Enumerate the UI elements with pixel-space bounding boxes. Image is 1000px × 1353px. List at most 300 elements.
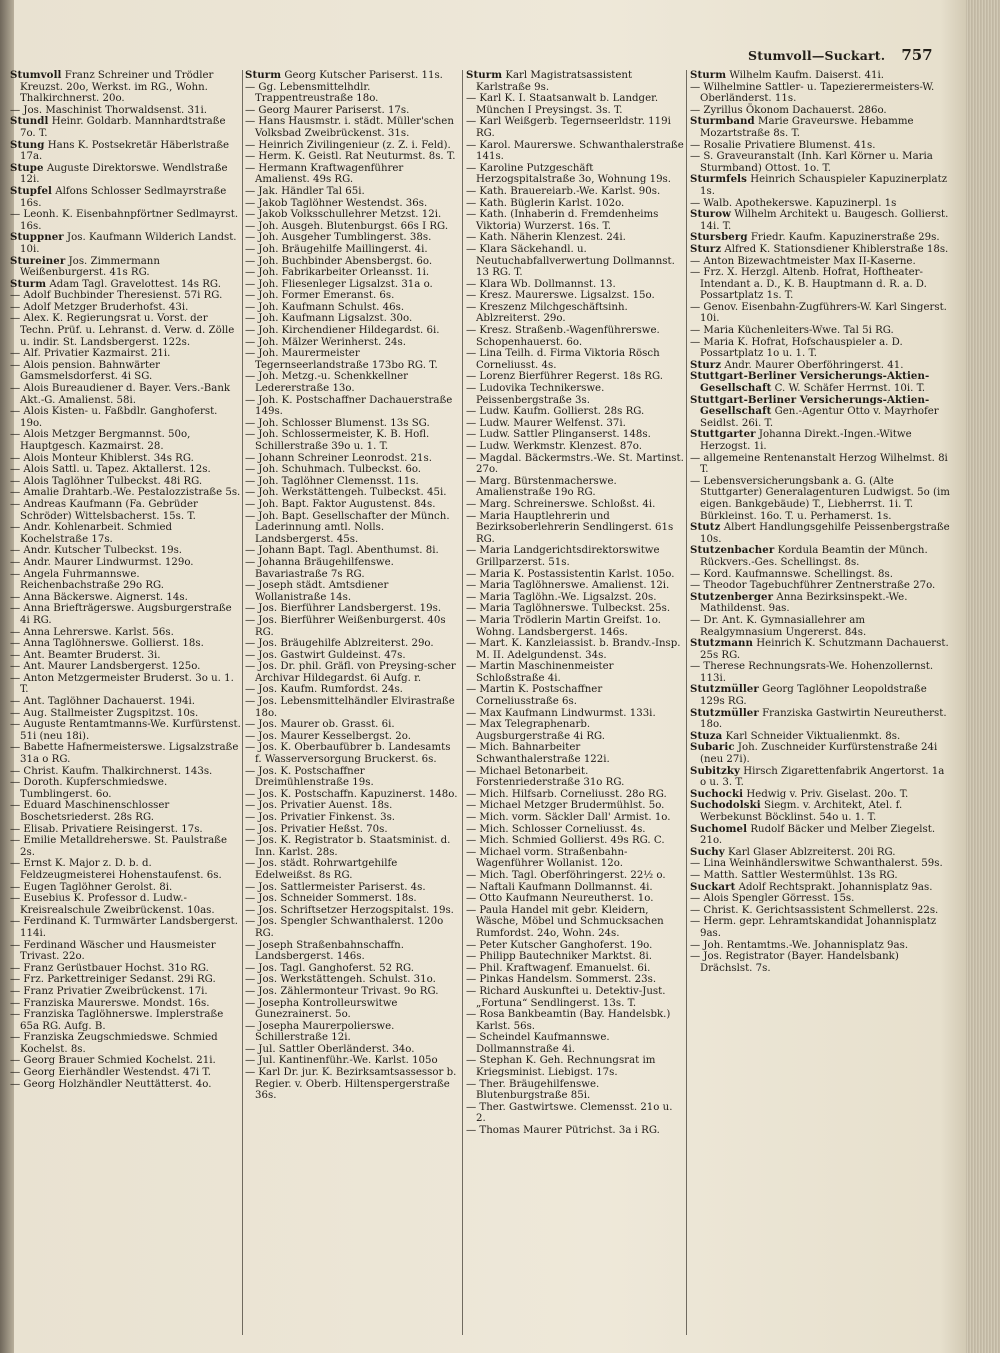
directory-entry: [466, 1032, 684, 1055]
entry-text: — Amalie Drahtarb.-We. Pestalozzistraße 5s.: [10, 487, 241, 499]
entry-text: — Anton Metzgermeister Bruderst. 3o u. 1. T.: [10, 672, 234, 696]
directory-entry: [10, 140, 242, 163]
directory-entry: [466, 429, 684, 441]
entry-text: Jos. Kaufmann Wilderich Landst. 10i.: [20, 232, 237, 255]
entry-text: — Joh. Rentamtms.-We. Johannisplatz 9as.: [690, 939, 909, 951]
entry-text: — Otto Kaufmann Neureutherst. 1o.: [466, 893, 654, 905]
entry-text: — Joh. Metzg.-u. Schenkkellner Ledererstraße 13o.: [245, 371, 409, 395]
directory-entry: [245, 719, 460, 731]
directory-entry: [690, 395, 950, 430]
entry-surname: Stutzmüller: [690, 683, 759, 696]
directory-entry: [466, 638, 684, 661]
entry-text: — Christ. K. Gerichtsassistent Schmellerst. 22s.: [690, 904, 939, 916]
directory-entry: [10, 916, 242, 939]
entry-text: — Herm. gepr. Lehramtskandidat Johannisplatz 9as.: [690, 916, 937, 939]
directory-entry: [466, 140, 684, 163]
directory-entry: [10, 487, 242, 499]
entry-text: — Jakob Volksschullehrer Metzst. 12i.: [245, 209, 442, 221]
entry-text: — Scheindel Kaufmannswe. Dollmannstraße 4i.: [466, 1032, 610, 1055]
entry-text: — Jos. Privatier Heßst. 70s.: [245, 823, 388, 835]
directory-entry: [690, 638, 950, 661]
entry-text: — Jak. Händler Tal 65i.: [245, 185, 365, 197]
entry-text: — Alois Bureaudiener d. Bayer. Vers.-Bank Akt.-G. Amalienst. 58i.: [10, 383, 231, 406]
directory-entry: [10, 638, 242, 650]
entry-text: — Alois Monteur Khiblerst. 34s RG.: [10, 452, 194, 464]
directory-entry: [10, 186, 242, 209]
directory-entry: [690, 615, 950, 638]
entry-text: Auguste Direktorswe. Wendlstraße 12i.: [20, 162, 228, 186]
entry-text: — Kresz. Straßenb.-Wagenführerswe. Schopenhauerst. 6o.: [466, 325, 660, 348]
directory-entry: [10, 453, 242, 465]
entry-text: — Joseph städt. Amtsdiener Wollanistraße 14s.: [245, 580, 389, 603]
entry-text: — Maria K. Postassistentin Karlst. 105o.: [466, 568, 675, 580]
entry-text: — Rosa Bankbeamtin (Bay. Handelsbk.) Karlst. 56s.: [466, 1009, 671, 1032]
directory-entry: [466, 603, 684, 615]
entry-text: — Joh. Fliesenleger Ligsalzst. 31a o.: [245, 278, 433, 290]
directory-entry: [10, 708, 242, 720]
directory-entry: [690, 569, 950, 581]
directory-entry: [10, 545, 242, 557]
entry-surname: Stutzmüller: [690, 706, 759, 719]
directory-entry: [466, 893, 684, 905]
entry-text: — Frz. Parkettreiniger Sedanst. 29i RG.: [10, 974, 216, 986]
entry-text: — Anna Briefträgerswe. Augsburgerstraße 4i RG.: [10, 603, 232, 626]
directory-entry: [466, 441, 684, 453]
directory-entry: [245, 499, 460, 511]
entry-text: Karl Magistratsassistent Karlstraße 9s.: [476, 70, 633, 93]
entry-surname: Stuza: [690, 729, 723, 742]
directory-entry: [245, 940, 460, 963]
directory-entry: [245, 487, 460, 499]
entry-surname: Stundl: [10, 115, 49, 128]
entry-text: — Joh. Former Emeranst. 6s.: [245, 290, 395, 302]
entry-text: — Franz Gerüstbauer Hochst. 31o RG.: [10, 962, 209, 974]
entry-text: — Jos. Sattlermeister Pariserst. 4s.: [245, 881, 426, 893]
directory-entry: [466, 812, 684, 824]
directory-entry: [690, 858, 950, 870]
entry-text: — Adolf Buchbinder Theresienst. 57i RG.: [10, 290, 223, 302]
entry-text: — Kath. Büglerin Karlst. 102o.: [466, 197, 625, 209]
entry-text: — Jos. K. Postschaffn. Kapuzinerst. 148o.: [245, 788, 458, 800]
entry-text: — Michael Betonarbeit. Forstenriederstraße 31o RG.: [466, 765, 625, 789]
entry-text: — Franziska Taglöhnerswe. Implerstraße 65a RG. Aufg. B.: [10, 1009, 224, 1032]
entry-text: C. W. Schäfer Herrnst. 10i. T.: [771, 383, 926, 395]
directory-entry: [245, 882, 460, 894]
running-head-title: Stumvoll—Suckart.: [748, 48, 886, 63]
entry-text: — Alois Spengler Görresst. 15s.: [690, 893, 855, 905]
entry-text: — Ferdinand K. Turmwärter Landsbergerst. 114i.: [10, 916, 238, 939]
entry-text: — Genov. Eisenbahn-Zugführers-W. Karl Singerst. 10i.: [690, 301, 947, 325]
directory-entry: [245, 302, 460, 314]
directory-entry: [690, 800, 950, 823]
entry-text: — Jos. Schneider Sommerst. 18s.: [245, 893, 417, 905]
entry-text: — Maria Küchenleiters-Wwe. Tal 5i RG.: [690, 325, 894, 337]
entry-surname: Stupfel: [10, 184, 53, 197]
entry-surname: Subaric: [690, 741, 735, 754]
entry-text: — Joh. Bräugehilfe Maillingerst. 4i.: [245, 243, 428, 255]
directory-entry: [466, 661, 684, 684]
directory-entry: [690, 905, 950, 917]
entry-surname: Suchodolski: [690, 799, 761, 812]
entry-text: Wilhelm Architekt u. Baugesch. Gollierst. 14i. T.: [700, 209, 949, 232]
entry-surname: Stureiner: [10, 254, 66, 267]
entry-text: — Elisab. Privatiere Reisingerst. 17s.: [10, 823, 203, 835]
entry-surname: Sturm: [10, 277, 47, 290]
entry-surname: Stutzenberger: [690, 590, 774, 603]
entry-text: — Joh. Bapt. Faktor Augustenst. 84s.: [245, 498, 436, 510]
directory-entry: [10, 116, 242, 139]
directory-entry: [245, 557, 460, 580]
entry-text: Rudolf Bäcker und Melber Ziegelst. 21o.: [700, 823, 936, 847]
directory-entry: [245, 476, 460, 488]
entry-text: — Joh. Schlossermeister, K. B. Hofl. Schillerstraße 39o u. 1. T.: [245, 429, 430, 452]
entry-text: — Jos. Registrator (Bayer. Handelsbank) Drächslst. 7s.: [690, 951, 899, 974]
entry-text: — Jos. K. Registrator b. Staatsminist. d. Inn. Karlst. 28s.: [245, 835, 451, 858]
directory-entry: [10, 835, 242, 858]
entry-text: — Johann Schreiner Leonrodst. 21s.: [245, 452, 432, 464]
directory-entry: [245, 858, 460, 881]
directory-entry: [10, 986, 242, 998]
directory-entry: [690, 453, 950, 476]
entry-surname: Stuttgart-Berliner Versicherungs-Aktien-Gesellschaft: [690, 370, 930, 395]
directory-entry: [690, 522, 950, 545]
directory-entry: [245, 731, 460, 743]
entry-text: — Therese Rechnungsrats-We. Hohenzollernst. 113i.: [690, 661, 934, 684]
entry-text: — Mich. vorm. Säckler Dall' Armist. 1o.: [466, 812, 671, 823]
entry-text: — Paula Handel mit gebr. Kleidern, Wäsche, Möbel und Schmucksachen Rumfordst. 24o, Wohn. 24s.: [466, 904, 664, 939]
directory-column-3: [466, 70, 684, 1340]
directory-entry: [245, 198, 460, 210]
entry-text: — Alois Sattl. u. Tapez. Aktallerst. 12s.: [10, 464, 211, 476]
directory-entry: [245, 290, 460, 302]
directory-entry: [466, 545, 684, 568]
directory-entry: [245, 325, 460, 337]
directory-entry: [245, 835, 460, 858]
directory-entry: [10, 256, 242, 279]
directory-entry: [466, 684, 684, 707]
directory-entry: [466, 592, 684, 604]
entry-text: — Maria Landgerichtsdirektorswitwe Grillparzerst. 51s.: [466, 545, 660, 568]
directory-entry: [245, 916, 460, 939]
entry-surname: Stutzenbacher: [690, 544, 775, 557]
running-head: [748, 46, 933, 68]
entry-text: — Eusebius K. Professor d. Ludw.-Kreisrealschule Zweibrückenst. 10as.: [10, 893, 215, 916]
entry-text: — Kreszenz Milchgeschäftsinh. Ablzreiterst. 29o.: [466, 301, 628, 325]
entry-text: — Ludovika Technikerswe. Peissenbergstraße 3s.: [466, 383, 605, 406]
entry-text: — Josepha Kontrolleurswitwe Gunezrainerst. 5o.: [245, 997, 398, 1021]
directory-entry: [466, 1055, 684, 1078]
directory-entry: [690, 244, 950, 256]
entry-surname: Sturm: [690, 70, 727, 81]
directory-entry: [690, 824, 950, 847]
directory-entry: [245, 603, 460, 615]
directory-entry: [245, 371, 460, 394]
entry-text: — Lina Weinhändlerswitwe Schwanthalerst. 59s.: [690, 858, 943, 870]
entry-text: — Kath. Brauereiarb.-We. Karlst. 90s.: [466, 185, 661, 197]
entry-surname: Sturz: [690, 358, 722, 371]
entry-text: — Mart. K. Kanzleiassist. b. Brandv.-Insp. M. II. Adelgundenst. 34s.: [466, 638, 681, 661]
entry-text: — Josepha Maurerpolierswe. Schillerstraße 12i.: [245, 1020, 395, 1044]
directory-entry: [245, 337, 460, 349]
entry-text: — Kath. Näherin Klenzest. 24i.: [466, 232, 626, 244]
entry-text: — Max Kaufmann Lindwurmst. 133i.: [466, 707, 656, 719]
entry-text: — Karoline Putzgeschäft Herzogspitalstraße 3o, Wohnung 19s.: [466, 162, 672, 186]
entry-text: — Alf. Privatier Kazmairst. 21i.: [10, 348, 171, 360]
directory-entry: [245, 1067, 460, 1102]
entry-text: — Jos. Lebensmittelhändler Elvirastraße 18o.: [245, 696, 455, 719]
entry-text: — Anna Lehrerswe. Karlst. 56s.: [10, 626, 174, 638]
directory-entry: [466, 93, 684, 116]
entry-text: — Georg Brauer Schmied Kochelst. 21i.: [10, 1055, 216, 1067]
entry-text: — Philipp Bautechniker Marktst. 8i.: [466, 951, 652, 963]
directory-entry: [245, 348, 460, 371]
directory-entry: [245, 82, 460, 105]
entry-text: — Magdal. Bäckermstrs.-We. St. Martinst. 27o.: [466, 452, 684, 476]
entry-text: — Christ. Kaufm. Thalkirchnerst. 143s.: [10, 765, 213, 777]
entry-text: — Ernst K. Major z. D. b. d. Feldzeugmeisterei Hohenstaufenst. 6s.: [10, 858, 222, 881]
directory-entry: [10, 313, 242, 348]
directory-entry: [466, 569, 684, 581]
directory-entry: [10, 998, 242, 1010]
directory-entry: [10, 777, 242, 800]
entry-text: — Mich. Hilfsarb. Corneliusst. 28o RG.: [466, 788, 667, 800]
directory-entry: [466, 232, 684, 244]
entry-text: — Wilhelmine Sattler- u. Tapezierermeisters-W. Oberländerst. 11s.: [690, 81, 935, 105]
directory-entry: [466, 116, 684, 139]
directory-entry: [466, 325, 684, 348]
directory-entry: [245, 105, 460, 117]
directory-entry: [245, 905, 460, 917]
entry-text: Siegm. v. Architekt, Atel. f. Werbekunst Böcklinst. 54o u. 1. T.: [700, 800, 903, 823]
directory-entry: [245, 661, 460, 684]
entry-text: — Maria Taglöhnerswe. Tulbeckst. 25s.: [466, 603, 671, 615]
entry-text: — Ant. Maurer Landsbergerst. 125o.: [10, 661, 201, 673]
directory-entry: [245, 116, 460, 139]
entry-text: — Georg Eierhändler Westendst. 47i T.: [10, 1067, 211, 1079]
entry-text: — Joh. Fabrikarbeiter Orleansst. 1i.: [245, 267, 430, 279]
entry-text: — Kresz. Maurerswe. Ligsalzst. 15o.: [466, 290, 655, 302]
directory-entry: [10, 70, 242, 105]
entry-text: — Frz. X. Herzgl. Altenb. Hofrat, Hoftheater-Intendant a. D., K. B. Hauptmann d. R. a. D. Possartplatz 1s. T.: [690, 267, 927, 302]
directory-entry: [10, 569, 242, 592]
directory-entry: [10, 209, 242, 232]
entry-text: — Franziska Maurerswe. Mondst. 16s.: [10, 997, 210, 1009]
entry-text: — Maria Hauptlehrerin und Bezirksoberlehrerin Sendlingerst. 61s RG.: [466, 510, 674, 545]
directory-entry: [466, 870, 684, 882]
entry-text: — Klara Wb. Dollmannst. 13.: [466, 278, 616, 290]
directory-entry: [690, 267, 950, 302]
directory-entry: [245, 256, 460, 268]
directory-entry: [245, 232, 460, 244]
directory-entry: [690, 893, 950, 905]
entry-surname: Sturmfels: [690, 173, 747, 186]
directory-entry: [10, 940, 242, 963]
directory-entry: [466, 499, 684, 511]
directory-entry: [10, 429, 242, 452]
entry-text: Karl Schneider Viktualienmkt. 8s.: [722, 730, 901, 742]
directory-entry: [245, 766, 460, 789]
directory-entry: [10, 893, 242, 916]
entry-text: — Joseph Straßenbahnschaffn. Landsbergerst. 146s.: [245, 939, 404, 963]
directory-column-4: [690, 70, 950, 1340]
entry-text: — Jos. K. Postschaffner Dreimühlenstraße 19s.: [245, 765, 374, 789]
directory-entry: [245, 140, 460, 152]
directory-entry: [245, 511, 460, 546]
directory-entry: [466, 290, 684, 302]
entry-text: — Gg. Lebensmittelhdlr. Trappentreustraße 18o.: [245, 81, 379, 105]
entry-text: — Heinrich Zivilingenieur (z. Z. i. Feld).: [245, 139, 451, 151]
page-edges: [966, 0, 1000, 1353]
directory-entry: [10, 1055, 242, 1067]
directory-entry: [690, 429, 950, 452]
entry-surname: Stuttgart-Berliner Versicherungs-Aktien-Gesellschaft: [690, 393, 930, 418]
entry-text: Wilhelm Kaufm. Daiserst. 41i.: [726, 70, 884, 81]
entry-text: — Martin Maschinenmeister Schloßstraße 4i.: [466, 661, 614, 684]
directory-entry: [466, 835, 684, 847]
directory-entry: [245, 974, 460, 986]
directory-entry: [466, 940, 684, 952]
entry-text: — Jos. Gastwirt Guldeinst. 47s.: [245, 649, 406, 661]
directory-entry: [466, 719, 684, 742]
directory-entry: [690, 209, 950, 232]
directory-entry: [10, 163, 242, 186]
entry-text: — Andr. Kohlenarbeit. Schmied Kochelstraße 17s.: [10, 522, 173, 545]
entry-text: — Jos. K. Oberbaufübrer b. Landesamts f. Wasserversorgung Bruckerst. 6s.: [245, 742, 451, 766]
directory-entry: [690, 661, 950, 684]
entry-text: — Andreas Kaufmann (Fa. Gebrüder Schröder) Wittelsbacherst. 15s. T.: [10, 498, 198, 522]
directory-entry: [466, 476, 684, 499]
entry-text: Karl Glaser Ablzreiterst. 20i RG.: [724, 846, 896, 858]
entry-text: — Joh. Ausgeh. Blutenburgst. 66s I RG.: [245, 220, 449, 232]
directory-entry: [245, 963, 460, 975]
entry-text: Kordula Beamtin der Münch. Rückvers.-Ges. Schellingst. 8s.: [700, 545, 928, 568]
entry-text: — Anna Bäckerswe. Aignerst. 14s.: [10, 591, 188, 603]
entry-text: — Karl K. I. Staatsanwalt b. Landger. München I Preysingst. 3s. T.: [466, 93, 659, 116]
directory-entry: [245, 244, 460, 256]
entry-text: — Michael Metzger Brudermühlst. 5o.: [466, 800, 665, 812]
directory-entry: [466, 708, 684, 720]
directory-entry: [245, 789, 460, 801]
directory-entry: [245, 998, 460, 1021]
directory-entry: [690, 592, 950, 615]
directory-entry: [466, 453, 684, 476]
directory-entry: [466, 905, 684, 940]
directory-entry: [245, 1055, 460, 1067]
directory-entry: [466, 824, 684, 836]
entry-surname: Suckart: [690, 880, 736, 893]
directory-entry: [690, 140, 950, 152]
entry-text: Alfred K. Stationsdiener Khiblerstraße 18s.: [721, 243, 949, 255]
entry-text: — Joh. Kaufmann Schulst. 46s.: [245, 301, 405, 313]
directory-entry: [690, 708, 950, 731]
directory-entry: [466, 383, 684, 406]
directory-entry: [245, 650, 460, 662]
entry-text: — Theodor Tagebuchführer Zentnerstraße 27o.: [690, 580, 936, 592]
entry-text: — Joh. K. Postschaffner Dachauerstraße 149s.: [245, 394, 453, 418]
entry-text: — Joh. Taglöhner Clemensst. 11s.: [245, 475, 419, 487]
entry-text: — Joh. Schuhmach. Tulbeckst. 6o.: [245, 464, 422, 476]
entry-text: — Jos. Zählermonteur Trivast. 9o RG.: [245, 985, 439, 997]
entry-text: Anna Bezirksinspekt.-We. Mathildenst. 9as.: [700, 591, 908, 615]
directory-column-2: [245, 70, 460, 1340]
directory-entry: [10, 882, 242, 894]
entry-text: — Jos. Privatier Finkenst. 3s.: [245, 812, 396, 823]
entry-text: — Johanna Bräugehilfenswe. Bavariastraße 7s RG.: [245, 556, 394, 580]
entry-text: — Jos. Bierführer Landsbergerst. 19s.: [245, 603, 442, 615]
entry-text: — Joh. Mälzer Werinherst. 24s.: [245, 336, 406, 348]
entry-text: — Mich. Bahnarbeiter Schwanthalerstraße 122i.: [466, 742, 610, 766]
directory-entry: [10, 383, 242, 406]
entry-text: — Klara Säckehandl. u. Neutuchabfallverwertung Dollmannst. 13 RG. T.: [466, 243, 675, 279]
directory-entry: [466, 406, 684, 418]
entry-text: — Aug. Stallmeister Zugspitzst. 10s.: [10, 707, 199, 719]
entry-text: Franziska Gastwirtin Neureutherst. 18o.: [700, 707, 947, 731]
entry-text: — Marg. Bürstenmacherswe. Amalienstraße 19o RG.: [466, 475, 617, 499]
entry-surname: Stutz: [690, 521, 721, 534]
directory-entry: [690, 371, 950, 394]
entry-text: — Joh. Ausgeher Tumblingerst. 38s.: [245, 232, 432, 244]
entry-text: — Walb. Apothekerswe. Kapuzinerpl. 1s: [690, 197, 897, 209]
entry-text: Georg Kutscher Pariserst. 11s.: [281, 70, 443, 81]
directory-entry: [10, 232, 242, 255]
entry-text: — Jos. Maurer Kesselbergst. 2o.: [245, 730, 411, 742]
directory-entry: [10, 1079, 242, 1091]
directory-entry: [690, 951, 950, 974]
entry-text: — Emilie Metalldreherswe. St. Paulstraße 2s.: [10, 835, 227, 858]
directory-entry: [466, 789, 684, 801]
directory-entry: [466, 209, 684, 232]
entry-text: Jos. Zimmermann Weißenburgerst. 41s RG.: [20, 255, 160, 279]
directory-entry: [245, 453, 460, 465]
directory-entry: [245, 638, 460, 650]
directory-entry: [466, 302, 684, 325]
entry-surname: Subitzky: [690, 764, 741, 777]
entry-text: — Alois Taglöhner Tulbeckst. 48i RG.: [10, 475, 203, 487]
directory-entry: [245, 545, 460, 557]
entry-text: — Jos. Maschinist Thorwaldsenst. 31i.: [10, 104, 207, 116]
directory-entry: [10, 963, 242, 975]
directory-entry: [245, 893, 460, 905]
entry-text: — Ludw. Werkmstr. Klenzest. 87o.: [466, 441, 642, 452]
directory-entry: [690, 742, 950, 765]
entry-text: — Hermann Kraftwagenführer Amalienst. 49s RG.: [245, 162, 404, 186]
entry-text: — Georg Maurer Pariserst. 17s.: [245, 104, 410, 116]
entry-text: Johanna Direkt.-Ingen.-Witwe Herzogst. 1i.: [700, 429, 912, 452]
page-number: 757: [901, 46, 933, 64]
entry-text: — Joh. Schlosser Blumenst. 13s SG.: [245, 417, 430, 429]
directory-entry: [245, 163, 460, 186]
entry-text: Adolf Rechtsprakt. Johannisplatz 9as.: [735, 881, 933, 893]
directory-entry: [690, 151, 950, 174]
entry-text: — Matth. Sattler Westermühlst. 13s RG.: [690, 869, 898, 881]
entry-text: — Babette Hafnermeisterswe. Ligsalzstraße 31a o RG.: [10, 742, 239, 766]
directory-entry: [466, 847, 684, 870]
entry-surname: Sturmband: [690, 115, 755, 128]
entry-surname: Stursberg: [690, 231, 748, 244]
entry-surname: Suchocki: [690, 787, 744, 800]
entry-surname: Stuppner: [10, 231, 64, 244]
entry-text: — Ant. Beamter Bruderst. 3i.: [10, 649, 161, 661]
entry-text: Hans K. Postsekretär Häberlstraße 17a.: [20, 139, 230, 163]
directory-entry: [466, 951, 684, 963]
directory-entry: [690, 302, 950, 325]
entry-text: — Karol. Maurerswe. Schwanthalerstraße 141s.: [466, 139, 684, 163]
entry-text: — Jos. Bierführer Weißenburgerst. 40s RG.: [245, 614, 446, 638]
directory-entry: [466, 1079, 684, 1102]
directory-entry: [690, 337, 950, 360]
entry-text: — Stephan K. Geh. Rechnungsrat im Kriegsminist. Liebigst. 17s.: [466, 1055, 656, 1079]
entry-text: — Angela Fuhrmannswe. Reichenbachstraße 29o RG.: [10, 568, 165, 592]
